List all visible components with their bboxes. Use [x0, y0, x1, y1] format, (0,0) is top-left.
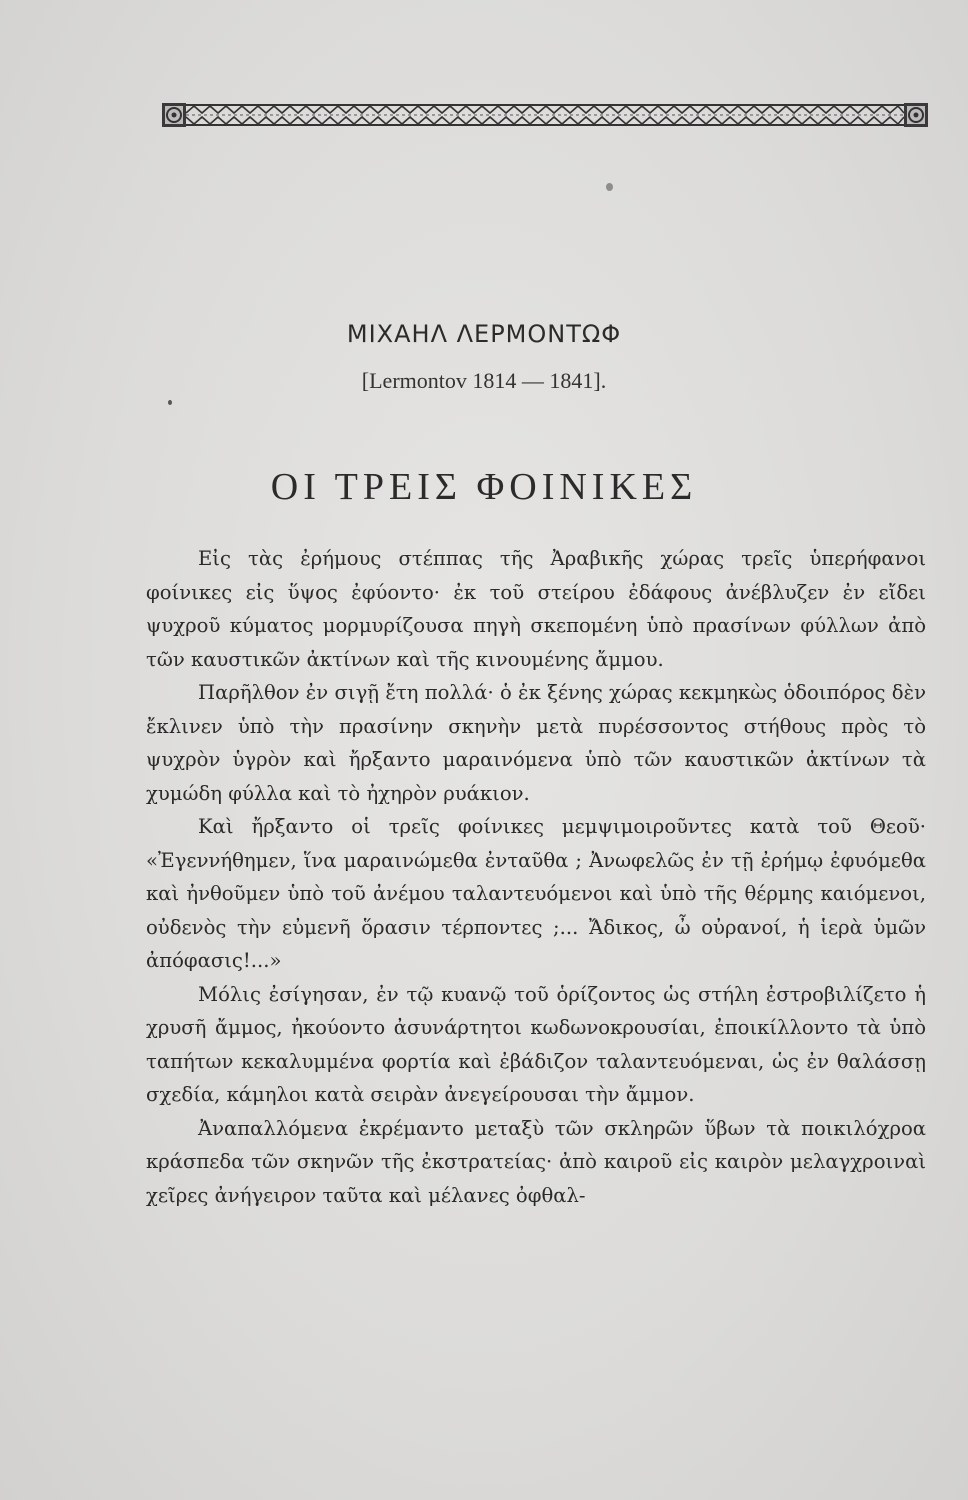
faded-margin-handwriting — [38, 0, 58, 47]
author-dates: [Lermontov 1814 — 1841]. — [361, 368, 607, 393]
stray-ink-mark — [168, 400, 172, 405]
paragraph-2: Παρῆλθον ἐν σιγῇ ἔτη πολλά· ὁ ἐκ ξένης χώρας κεκμηκὼς ὁδοιπόρος δὲν ἔκλινεν ὑπὸ τὴν πρασίνην σκηνὴν μετὰ πυρέσσοντος στήθους πρὸς τὸ ψυχρὸν ὑγρὸν καὶ ἤρξαντο μαραινόμενα ὑπὸ τῶν καυστικῶν ἀκτίνων τὰ χυμώδη φύλλα καὶ τὸ ἠχηρὸν ρυάκιον. — [146, 681, 926, 805]
headpiece-ornament — [160, 100, 930, 130]
right-rosette-icon — [904, 103, 928, 127]
left-rosette-icon — [162, 103, 186, 127]
paragraph-1: Εἰς τὰς ἐρήμους στέππας τῆς Ἀραβικῆς χώρας τρεῖς ὑπερήφανοι φοίνικες εἰς ὕψος ἐφύοντο· ἐκ τοῦ στείρου ἐδάφους ἀνέβλυζεν ἐν εἴδει ψυχροῦ κύματος μορμυρίζουσα πηγὴ σκεπομένη ὑπὸ πρασίνων φύλλων ἀπὸ τῶν καυστικῶν ἀκτίνων καὶ τῆς κινουμένης ἄμμου. — [146, 547, 926, 671]
author-name: ΜΙΧΑΗΛ ΛΕΡΜΟΝΤΩΦ — [346, 320, 622, 348]
upper-zigzag — [186, 106, 904, 113]
story-title: ΟΙ ΤΡΕΙΣ ΦΟΙΝΙΚΕΣ — [270, 466, 698, 508]
paragraph-5: Ἀναπαλλόμενα ἐκρέμαντο μεταξὺ τῶν σκληρῶν ὕβων τὰ ποικιλόχροα κράσπεδα τῶν σκηνῶν τῆς ἐκστρατείας· ἀπὸ καιροῦ εἰς καιρὸν μελαγχροιναὶ χεῖρες ἀνήγειρον ταῦτα καὶ μέλανες ὀφθαλ- — [146, 1116, 926, 1207]
story-body — [146, 542, 926, 1212]
lower-zigzag — [186, 117, 904, 124]
paragraph-3: Καὶ ἤρξαντο οἱ τρεῖς φοίνικες μεμψιμοιροῦντες κατὰ τοῦ Θεοῦ· «Ἐγεννήθημεν, ἵνα μαραινώμεθα ἐνταῦθα ; Ἀνωφελῶς ἐν τῇ ἐρήμῳ ἐφυόμεθα καὶ ἠνθοῦμεν ὑπὸ τοῦ ἀνέμου ταλαντευόμενοι καὶ ὑπὸ τῆς θέρμης καιόμενοι, οὐδενὸς τὴν εὐμενῆ ὅρασιν τέρποντες ;... Ἄδικος, ὦ οὐρανοί, ἡ ἱερὰ ὑμῶν ἀπόφασις!...» — [146, 815, 926, 972]
ink-dot — [606, 183, 613, 191]
paragraph-4: Μόλις ἐσίγησαν, ἐν τῷ κυανῷ τοῦ ὁρίζοντος ὡς στήλη ἐστροβιλίζετο ἡ χρυσῆ ἄμμος, ἠκούοντο ἀσυνάρτητοι κωδωνοκρουσίαι, ἐποικίλλοντο τὰ ὑπὸ ταπήτων κεκαλυμμένα φορτία καὶ ἐβάδιζον ταλαντευόμεναι, ὡς ἐν θαλάσσῃ σχεδία, κάμηλοι κατὰ σειρὰν ἀνεγείρουσαι τὴν ἄμμον. — [146, 982, 926, 1106]
